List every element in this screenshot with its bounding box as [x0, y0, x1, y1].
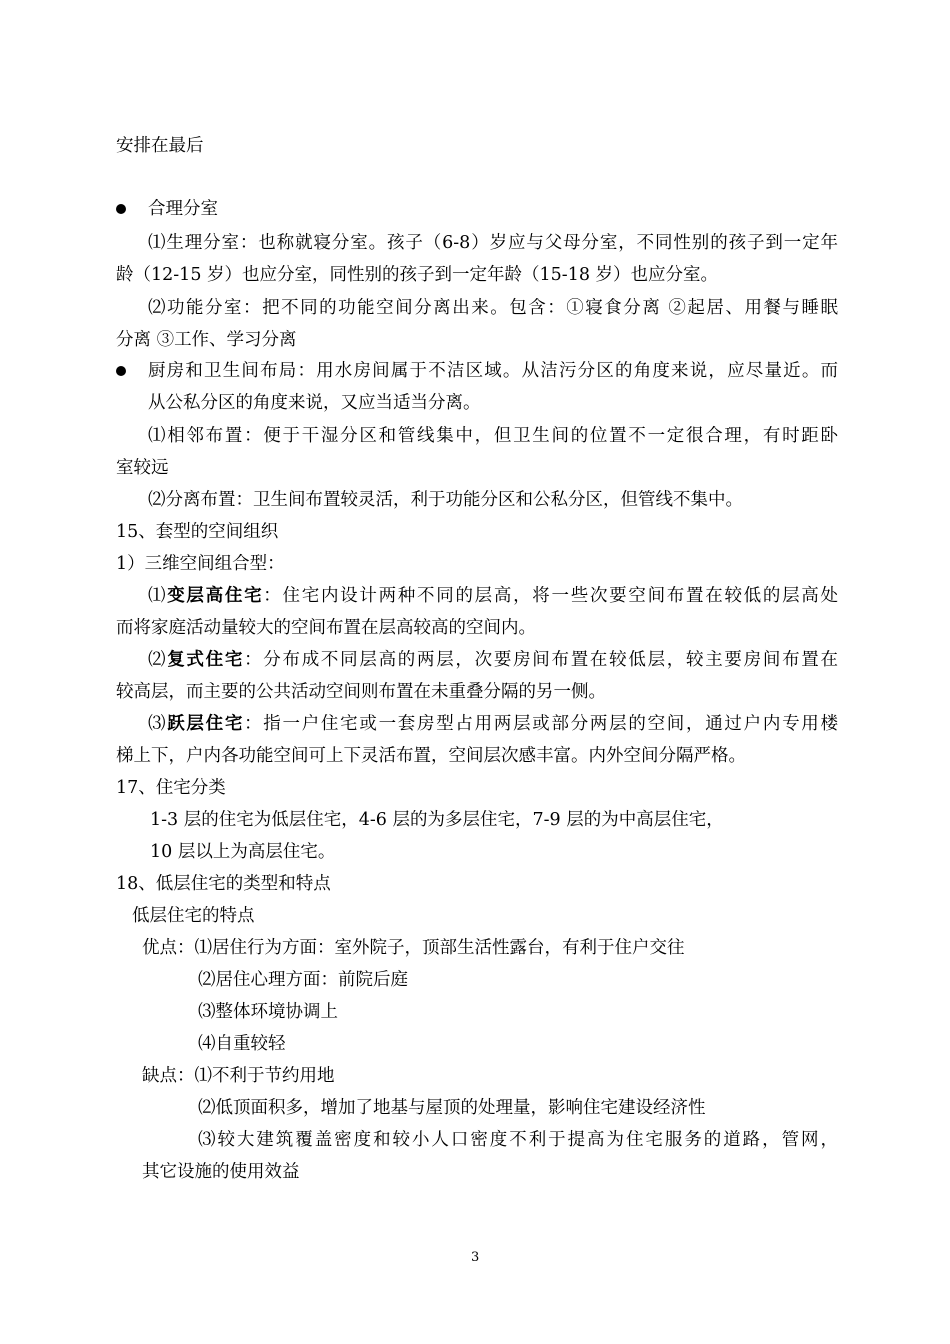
- list-item: ⑷自重较轻: [198, 1034, 286, 1054]
- paragraph-line: 室较远: [116, 458, 169, 478]
- paragraph-line: 分离 ③工作、学习分离: [116, 330, 297, 350]
- paragraph-line: 1-3 层的住宅为低层住宅，4-6 层的为多层住宅，7-9 层的为中高层住宅，: [150, 810, 724, 830]
- paragraph-line: ⑵复式住宅：分布成不同层高的两层，次要房间布置在较低层，较主要房间布置在: [148, 650, 839, 670]
- paragraph-line: 从公私分区的角度来说，又应当适当分离。: [148, 393, 481, 413]
- bold-term: 跃层住宅: [167, 714, 245, 734]
- list-item: 其它设施的使用效益: [142, 1162, 300, 1182]
- paragraph-line: 龄（12-15 岁）也应分室，同性别的孩子到一定年龄（15-18 岁）也应分室。: [116, 265, 719, 285]
- section-heading: 17、住宅分类: [116, 778, 226, 798]
- list-item: 优点：⑴居住行为方面：室外院子，顶部生活性露台，有利于住户交往: [142, 938, 685, 958]
- section-heading: 18、低层住宅的类型和特点: [116, 874, 331, 894]
- page-number: 3: [471, 1250, 480, 1265]
- paragraph-line: 厨房和卫生间布局：用水房间属于不洁区域。从洁污分区的角度来说，应尽量近。而: [148, 361, 838, 381]
- paragraph-line: 而将家庭活动量较大的空间布置在层高较高的空间内。: [116, 618, 536, 638]
- paragraph-line: ⑶跃层住宅：指一户住宅或一套房型占用两层或部分两层的空间，通过户内专用楼: [148, 714, 839, 734]
- paragraph-line: 10 层以上为高层住宅。: [150, 842, 336, 862]
- list-item: ⑵低顶面积多，增加了地基与屋顶的处理量，影响住宅建设经济性: [198, 1098, 706, 1118]
- section-heading: 15、套型的空间组织: [116, 522, 279, 542]
- list-item: ⑶整体环境协调上: [198, 1002, 338, 1022]
- paragraph-line: ⑵分离布置：卫生间布置较灵活，利于功能分区和公私分区，但管线不集中。: [148, 490, 743, 510]
- paragraph-line: ⑴生理分室：也称就寝分室。孩子（6-8）岁应与父母分室，不同性别的孩子到一定年: [148, 233, 838, 253]
- bold-term: 变层高住宅: [167, 586, 264, 606]
- paragraph-line: 梯上下，户内各功能空间可上下灵活布置，空间层次感丰富。内外空间分隔严格。: [116, 746, 746, 766]
- paragraph-line: ⑴相邻布置：便于干湿分区和管线集中，但卫生间的位置不一定很合理，有时距卧: [148, 426, 838, 446]
- bullet-icon: [116, 366, 126, 376]
- text-line: 安排在最后: [116, 136, 204, 156]
- subheading: 低层住宅的特点: [132, 906, 255, 926]
- list-item: ⑵居住心理方面：前院后庭: [198, 970, 408, 990]
- list-item: ⑶较大建筑覆盖密度和较小人口密度不利于提高为住宅服务的道路，管网，: [198, 1130, 838, 1150]
- bullet-icon: [116, 204, 126, 214]
- paragraph-line: ⑵功能分室：把不同的功能空间分离出来。包含：①寝食分离 ②起居、用餐与睡眠: [148, 298, 838, 318]
- section-heading: 1）三维空间组合型：: [116, 554, 285, 574]
- list-item: 缺点：⑴不利于节约用地: [142, 1066, 335, 1086]
- paragraph-line: 较高层，而主要的公共活动空间则布置在未重叠分隔的另一侧。: [116, 682, 606, 702]
- section-heading: 合理分室: [148, 199, 218, 219]
- paragraph-line: ⑴变层高住宅：住宅内设计两种不同的层高，将一些次要空间布置在较低的层高处: [148, 586, 839, 606]
- bold-term: 复式住宅: [167, 650, 245, 670]
